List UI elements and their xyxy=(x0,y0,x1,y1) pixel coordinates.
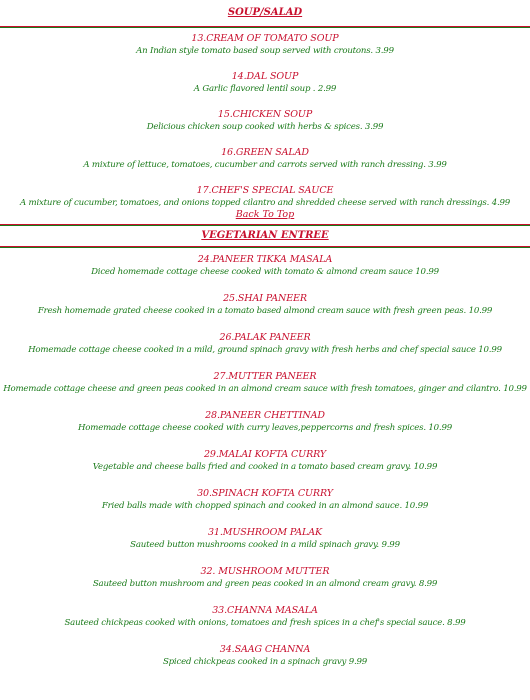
menu-item xyxy=(0,109,530,133)
item-name: 17.CHEF'S SPECIAL SAUCE xyxy=(196,185,334,196)
item-description: Sauteed button mushroom and green peas cooked in an almond cream gravy. 8.99 xyxy=(92,579,438,589)
menu-item xyxy=(0,254,530,278)
item-description: Delicious chicken soup cooked with herbs & spices. 3.99 xyxy=(146,122,384,132)
item-description: Vegetable and cheese balls fried and cooked in a tomato based cream gravy. 10.99 xyxy=(92,462,438,472)
section-title-vegetarian: VEGETARIAN ENTREE xyxy=(201,230,329,241)
menu-item xyxy=(0,410,530,434)
item-name: 34.SAAG CHANNA xyxy=(219,644,311,655)
item-description: Spiced chickpeas cooked in a spinach gravy 9.99 xyxy=(162,657,368,667)
back-to-top-link[interactable]: Back To Top xyxy=(235,209,295,220)
item-name: 28.PANEER CHETTINAD xyxy=(205,410,325,421)
menu-item xyxy=(0,566,530,590)
item-description: An Indian style tomato based soup served with croutons. 3.99 xyxy=(136,46,394,56)
item-name: 31.MUSHROOM PALAK xyxy=(207,527,323,538)
item-name: 24.PANEER TIKKA MASALA xyxy=(197,254,333,265)
menu-item xyxy=(0,371,530,395)
item-name: 26.PALAK PANEER xyxy=(219,332,311,343)
menu-item xyxy=(0,332,530,356)
item-name: 33.CHANNA MASALA xyxy=(212,605,318,616)
menu-item xyxy=(0,147,530,171)
menu-item xyxy=(0,293,530,317)
item-name: 27.MUTTER PANEER xyxy=(213,371,317,382)
menu-item xyxy=(0,71,530,95)
menu-item xyxy=(0,33,530,57)
item-name: 16.GREEN SALAD xyxy=(221,147,309,158)
item-description: Homemade cottage cheese cooked with curry leaves,peppercorns and fresh spices. 10.99 xyxy=(77,423,452,433)
item-description: Homemade cottage cheese cooked in a mild, ground spinach gravy with fresh herbs and chef special sauce 10.99 xyxy=(28,345,502,355)
item-name: 29.MALAI KOFTA CURRY xyxy=(203,449,327,460)
item-description: Homemade cottage cheese and green peas cooked in an almond cream sauce with fresh tomatoes, ginger and cilantro. 10.99 xyxy=(3,384,527,394)
menu-item xyxy=(0,449,530,473)
menu-item xyxy=(0,605,530,629)
item-description: A mixture of lettuce, tomatoes, cucumber and carrots served with ranch dressing. 3.99 xyxy=(83,160,447,170)
item-description: Sauteed button mushrooms cooked in a mild spinach gravy. 9.99 xyxy=(130,540,400,550)
item-description: Sauteed chickpeas cooked with onions, tomatoes and fresh spices in a chef's special sauce. 8.99 xyxy=(64,618,466,628)
item-name: 14.DAL SOUP xyxy=(231,71,299,82)
item-name: 13.CREAM OF TOMATO SOUP xyxy=(191,33,339,44)
item-name: 15.CHICKEN SOUP xyxy=(217,109,313,120)
menu-item xyxy=(0,488,530,512)
item-description: A mixture of cucumber, tomatoes, and onions topped cilantro and shredded cheese served with ranch dressings. 4.99 xyxy=(19,198,511,208)
item-name: 25.SHAI PANEER xyxy=(223,293,307,304)
item-description: Fried balls made with chopped spinach and cooked in an almond sauce. 10.99 xyxy=(101,501,429,511)
menu-item xyxy=(0,527,530,551)
item-description: A Garlic flavored lentil soup . 2.99 xyxy=(193,84,337,94)
item-name: 30.SPINACH KOFTA CURRY xyxy=(197,488,333,499)
section-title-soup-salad: SOUP/SALAD xyxy=(227,7,303,18)
item-name: 32. MUSHROOM MUTTER xyxy=(200,566,330,577)
item-description: Diced homemade cottage cheese cooked with tomato & almond cream sauce 10.99 xyxy=(91,267,439,277)
menu-item xyxy=(0,644,530,668)
menu-item xyxy=(0,185,530,209)
item-description: Fresh homemade grated cheese cooked in a tomato based almond cream sauce with fresh green peas. 10.99 xyxy=(37,306,493,316)
